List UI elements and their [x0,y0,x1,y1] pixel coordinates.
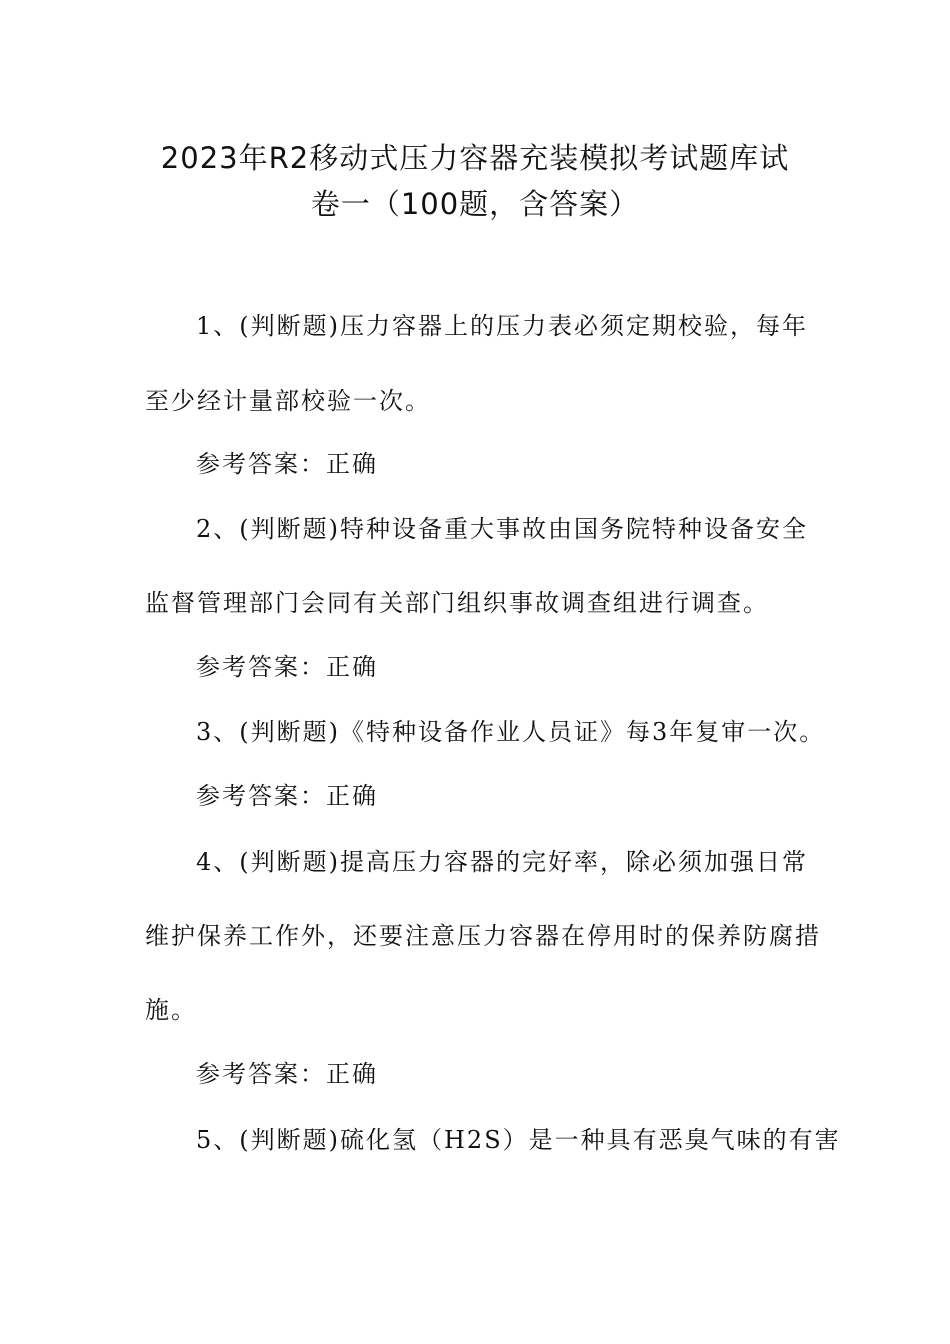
question-4-text-cont-1: 维护保养工作外，还要注意压力容器在停用时的保养防腐措 [145,922,821,950]
question-5-text: 5、(判断题)硫化氢（H2S）是一种具有恶臭气味的有害 [196,1126,841,1154]
question-1-answer: 参考答案：正确 [196,450,378,478]
question-2-text: 2、(判断题)特种设备重大事故由国务院特种设备安全 [196,515,808,543]
question-4-text-cont-2: 施。 [145,996,197,1024]
document-title-line-1: 2023年R2移动式压力容器充装模拟考试题库试 [160,141,790,175]
question-1-text-cont: 至少经计量部校验一次。 [145,387,431,415]
question-1-text: 1、(判断题)压力容器上的压力表必须定期校验，每年 [196,312,808,340]
question-2-answer: 参考答案：正确 [196,653,378,681]
document-title-line-2: 卷一（100题，含答案） [310,187,640,221]
question-4-answer: 参考答案：正确 [196,1060,378,1088]
question-4-text: 4、(判断题)提高压力容器的完好率，除必须加强日常 [196,848,808,876]
question-2-text-cont: 监督管理部门会同有关部门组织事故调查组进行调查。 [145,589,769,617]
question-3-answer: 参考答案：正确 [196,782,378,810]
question-3-text: 3、(判断题)《特种设备作业人员证》每3年复审一次。 [196,718,826,746]
